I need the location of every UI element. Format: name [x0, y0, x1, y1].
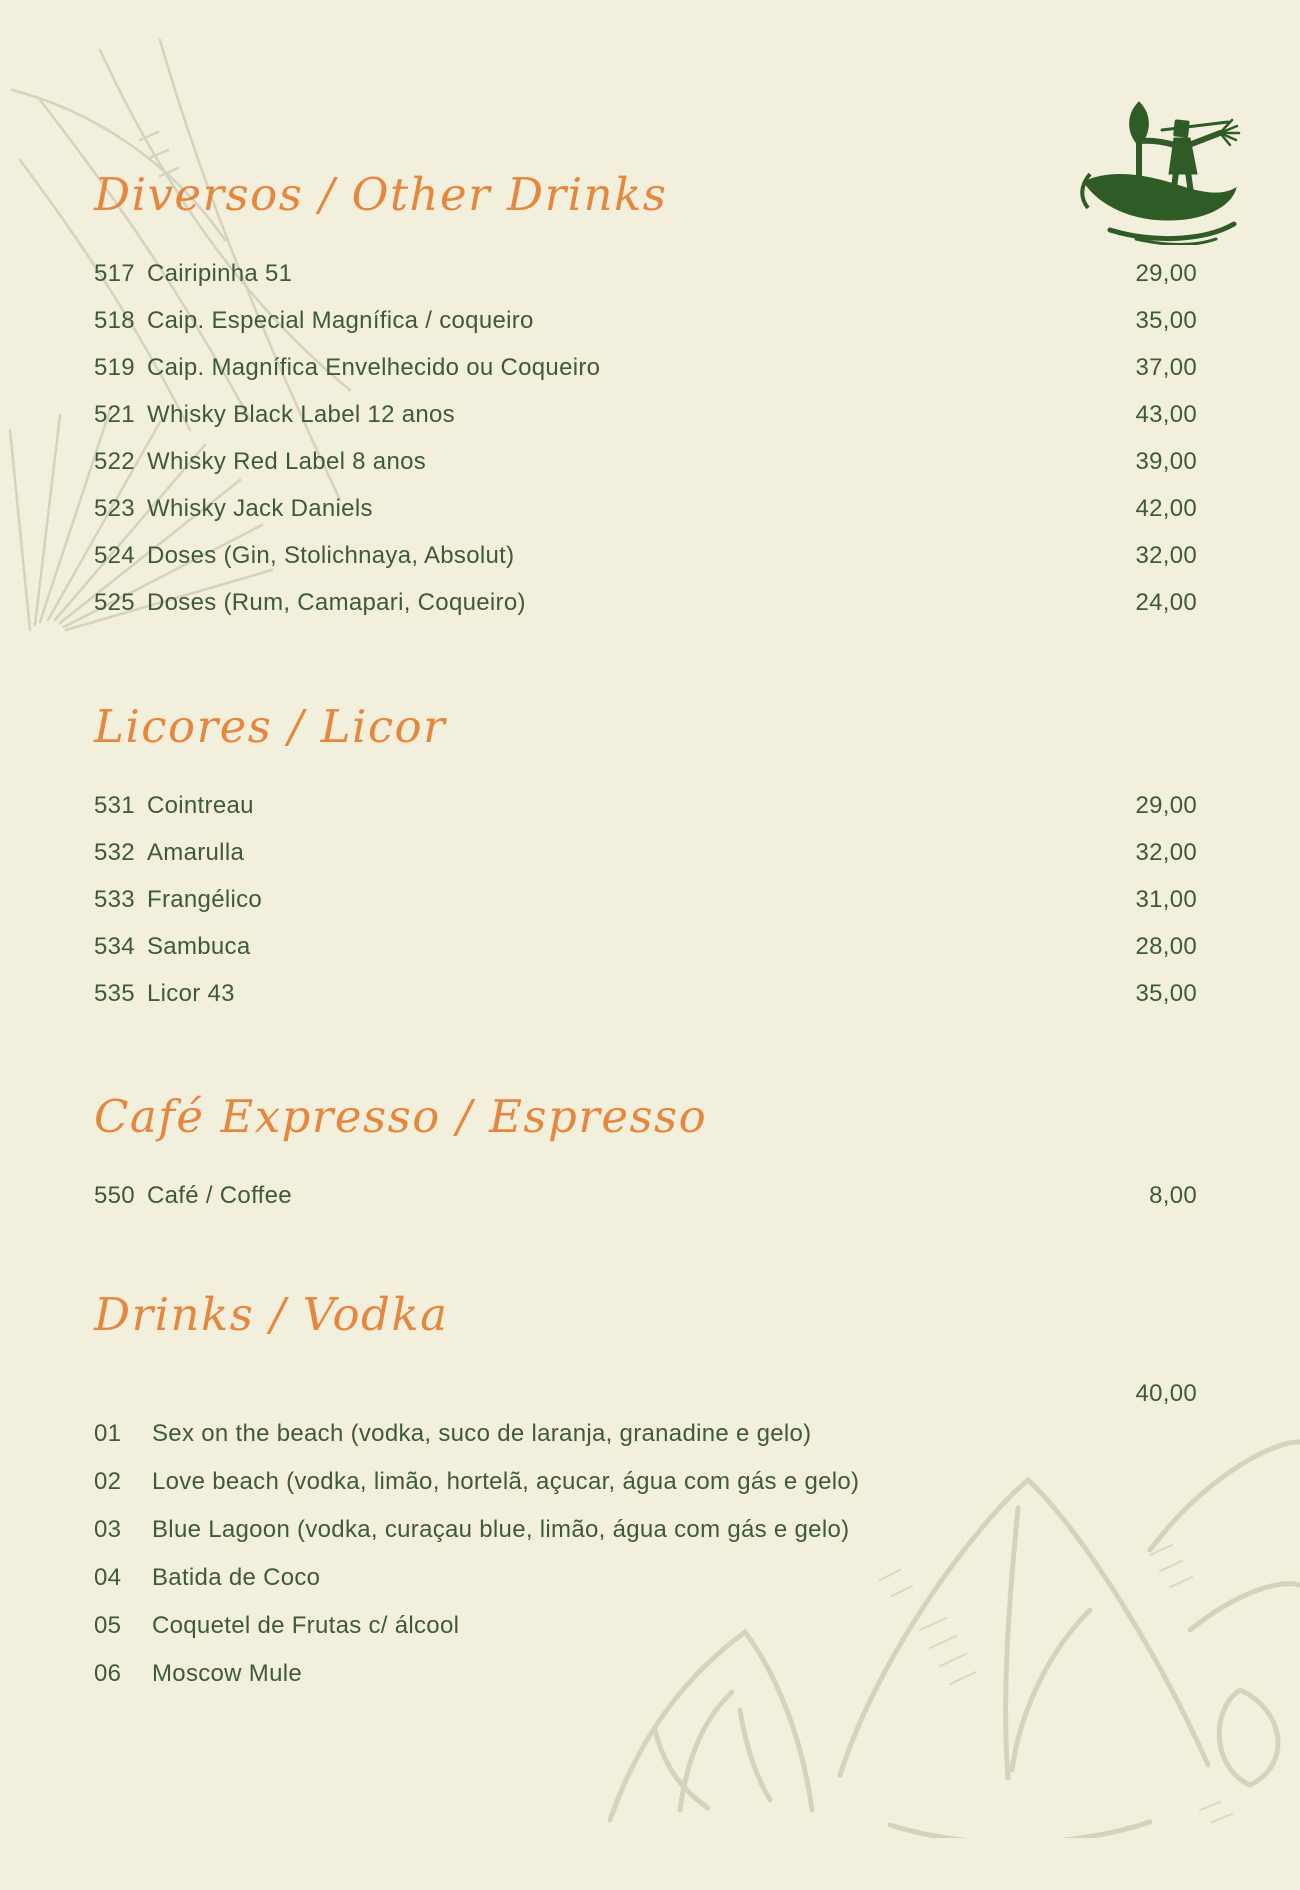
item-name: Cairipinha 51 — [147, 260, 293, 287]
item-name: Amarulla — [147, 839, 245, 866]
section-title-diversos-other-drinks: Diversos / Other Drinks — [94, 168, 668, 221]
menu-item-row — [94, 262, 1197, 286]
menu-item-list — [94, 1382, 1197, 1686]
section-licores-licor — [94, 690, 1197, 1029]
menu-item-list — [94, 794, 1197, 1006]
item-number: 06 — [94, 1660, 122, 1687]
item-name: Cointreau — [147, 792, 254, 819]
menu-item-row — [94, 1614, 1197, 1638]
item-price: 37,00 — [1135, 354, 1197, 381]
menu-item-row — [94, 982, 1197, 1006]
item-name: Whisky Black Label 12 anos — [147, 401, 455, 428]
menu-item-row — [94, 1518, 1197, 1542]
item-number: 518 — [94, 307, 135, 334]
section-price-line — [94, 1382, 1197, 1406]
menu-item-list — [94, 1184, 1197, 1208]
item-number: 05 — [94, 1612, 122, 1639]
item-number: 02 — [94, 1468, 122, 1495]
item-number: 522 — [94, 448, 135, 475]
item-number: 01 — [94, 1420, 122, 1447]
item-number: 04 — [94, 1564, 122, 1591]
item-name: Whisky Red Label 8 anos — [147, 448, 427, 475]
item-number: 517 — [94, 260, 135, 287]
item-number: 523 — [94, 495, 135, 522]
section-title-drinks-vodka: Drinks / Vodka — [94, 1288, 449, 1341]
item-price: 35,00 — [1135, 307, 1197, 334]
menu-item-list — [94, 262, 1197, 615]
section-diversos-other-drinks — [94, 158, 1197, 638]
menu-item-row — [94, 309, 1197, 333]
item-number: 519 — [94, 354, 135, 381]
item-price: 35,00 — [1135, 980, 1197, 1007]
menu-item-row — [94, 1422, 1197, 1446]
item-price: 28,00 — [1135, 933, 1197, 960]
item-number: 531 — [94, 792, 135, 819]
section-drinks-vodka — [94, 1278, 1197, 1710]
item-name: Sambuca — [147, 933, 251, 960]
menu-item-row — [94, 1184, 1197, 1208]
item-price: 31,00 — [1135, 886, 1197, 913]
item-number: 534 — [94, 933, 135, 960]
item-name: Batida de Coco — [152, 1564, 321, 1591]
item-name: Licor 43 — [147, 980, 235, 1007]
item-name: Doses (Gin, Stolichnaya, Absolut) — [147, 542, 515, 569]
item-name: Café / Coffee — [147, 1182, 292, 1209]
item-price: 32,00 — [1135, 542, 1197, 569]
item-name: Doses (Rum, Camapari, Coqueiro) — [147, 589, 526, 616]
menu-item-row — [94, 497, 1197, 521]
menu-item-row — [94, 544, 1197, 568]
menu-item-row — [94, 841, 1197, 865]
item-number: 550 — [94, 1182, 135, 1209]
item-price: 24,00 — [1135, 589, 1197, 616]
item-name: Sex on the beach (vodka, suco de laranja, granadine e gelo) — [152, 1420, 812, 1447]
item-number: 535 — [94, 980, 135, 1007]
item-name: Love beach (vodka, limão, hortelã, açucar, água com gás e gelo) — [152, 1468, 860, 1495]
item-price: 40,00 — [1135, 1380, 1197, 1407]
menu-item-row — [94, 1662, 1197, 1686]
item-price: 39,00 — [1135, 448, 1197, 475]
item-number: 03 — [94, 1516, 122, 1543]
item-number: 524 — [94, 542, 135, 569]
item-name: Whisky Jack Daniels — [147, 495, 373, 522]
item-price: 29,00 — [1135, 792, 1197, 819]
menu-item-row — [94, 356, 1197, 380]
menu-item-row — [94, 450, 1197, 474]
section-title-licores-licor: Licores / Licor — [94, 700, 447, 753]
menu-item-row — [94, 794, 1197, 818]
item-name: Moscow Mule — [152, 1660, 303, 1687]
item-price: 8,00 — [1149, 1182, 1197, 1209]
section-cafe-expresso-espresso — [94, 1080, 1197, 1231]
item-number: 525 — [94, 589, 135, 616]
item-price: 32,00 — [1135, 839, 1197, 866]
menu-item-row — [94, 591, 1197, 615]
item-price: 42,00 — [1135, 495, 1197, 522]
menu-item-row — [94, 935, 1197, 959]
section-title-cafe-expresso-espresso: Café Expresso / Espresso — [94, 1090, 708, 1143]
menu-item-row — [94, 1470, 1197, 1494]
item-name: Coquetel de Frutas c/ álcool — [152, 1612, 460, 1639]
menu-item-row — [94, 888, 1197, 912]
item-number: 532 — [94, 839, 135, 866]
item-price: 29,00 — [1135, 260, 1197, 287]
item-number: 533 — [94, 886, 135, 913]
item-name: Caip. Especial Magnífica / coqueiro — [147, 307, 534, 334]
item-name: Blue Lagoon (vodka, curaçau blue, limão, água com gás e gelo) — [152, 1516, 850, 1543]
menu-item-row — [94, 1566, 1197, 1590]
item-name: Frangélico — [147, 886, 263, 913]
item-price: 43,00 — [1135, 401, 1197, 428]
item-number: 521 — [94, 401, 135, 428]
item-name: Caip. Magnífica Envelhecido ou Coqueiro — [147, 354, 601, 381]
menu-item-row — [94, 403, 1197, 427]
